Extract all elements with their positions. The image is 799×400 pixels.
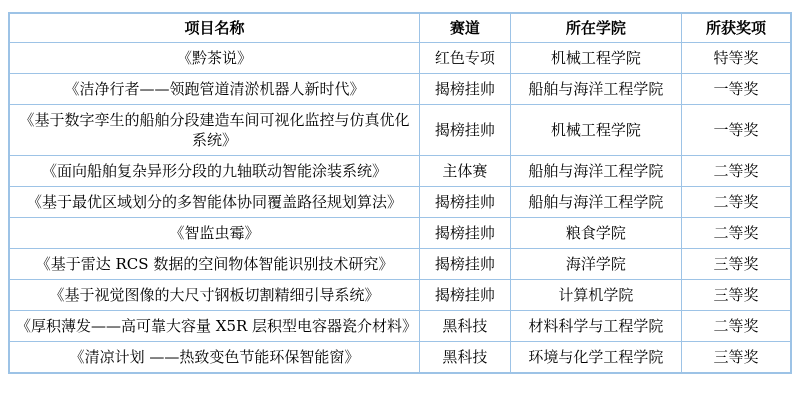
cell-track: 黑科技 — [420, 311, 511, 342]
table-row — [9, 187, 791, 218]
table-row — [9, 342, 791, 374]
header-award: 所获奖项 — [682, 13, 791, 43]
cell-college: 材料科学与工程学院 — [510, 311, 681, 342]
cell-track: 黑科技 — [420, 342, 511, 374]
cell-track: 揭榜挂帅 — [420, 105, 511, 156]
cell-college: 机械工程学院 — [510, 43, 681, 74]
cell-track: 揭榜挂帅 — [420, 280, 511, 311]
cell-project-name: 《黔茶说》 — [9, 43, 420, 74]
cell-project-name: 《洁净行者——领跑管道清淤机器人新时代》 — [9, 74, 420, 105]
cell-award: 二等奖 — [682, 156, 791, 187]
cell-award: 三等奖 — [682, 280, 791, 311]
cell-award: 特等奖 — [682, 43, 791, 74]
cell-project-name: 《清凉计划 ——热致变色节能环保智能窗》 — [9, 342, 420, 374]
cell-award: 二等奖 — [682, 218, 791, 249]
cell-award: 三等奖 — [682, 249, 791, 280]
cell-project-name: 《面向船舶复杂异形分段的九轴联动智能涂装系统》 — [9, 156, 420, 187]
cell-college: 船舶与海洋工程学院 — [510, 187, 681, 218]
cell-college: 计算机学院 — [510, 280, 681, 311]
table-body — [9, 43, 791, 374]
cell-project-name: 《基于雷达 RCS 数据的空间物体智能识别技术研究》 — [9, 249, 420, 280]
cell-project-name: 《基于最优区域划分的多智能体协同覆盖路径规划算法》 — [9, 187, 420, 218]
cell-award: 二等奖 — [682, 187, 791, 218]
cell-award: 三等奖 — [682, 342, 791, 374]
cell-track: 揭榜挂帅 — [420, 218, 511, 249]
header-college: 所在学院 — [510, 13, 681, 43]
awards-table — [8, 12, 792, 374]
cell-award: 二等奖 — [682, 311, 791, 342]
cell-track: 主体赛 — [420, 156, 511, 187]
table-row — [9, 43, 791, 74]
table-row — [9, 105, 791, 156]
cell-college: 环境与化学工程学院 — [510, 342, 681, 374]
cell-award: 一等奖 — [682, 105, 791, 156]
table-row — [9, 156, 791, 187]
cell-track: 揭榜挂帅 — [420, 187, 511, 218]
cell-college: 船舶与海洋工程学院 — [510, 156, 681, 187]
cell-track: 揭榜挂帅 — [420, 74, 511, 105]
table-row — [9, 249, 791, 280]
table-row — [9, 74, 791, 105]
header-project-name: 项目名称 — [9, 13, 420, 43]
table-row — [9, 311, 791, 342]
table-row — [9, 280, 791, 311]
cell-project-name: 《智监虫霉》 — [9, 218, 420, 249]
cell-track: 揭榜挂帅 — [420, 249, 511, 280]
cell-project-name: 《厚积薄发——高可靠大容量 X5R 层积型电容器瓷介材料》 — [9, 311, 420, 342]
cell-college: 船舶与海洋工程学院 — [510, 74, 681, 105]
cell-college: 海洋学院 — [510, 249, 681, 280]
cell-project-name: 《基于视觉图像的大尺寸钢板切割精细引导系统》 — [9, 280, 420, 311]
cell-college: 机械工程学院 — [510, 105, 681, 156]
document-page — [0, 12, 799, 400]
table-row — [9, 218, 791, 249]
cell-award: 一等奖 — [682, 74, 791, 105]
header-track: 赛道 — [420, 13, 511, 43]
cell-college: 粮食学院 — [510, 218, 681, 249]
header-row — [9, 13, 791, 43]
cell-project-name: 《基于数字孪生的船舶分段建造车间可视化监控与仿真优化系统》 — [9, 105, 420, 156]
cell-track: 红色专项 — [420, 43, 511, 74]
